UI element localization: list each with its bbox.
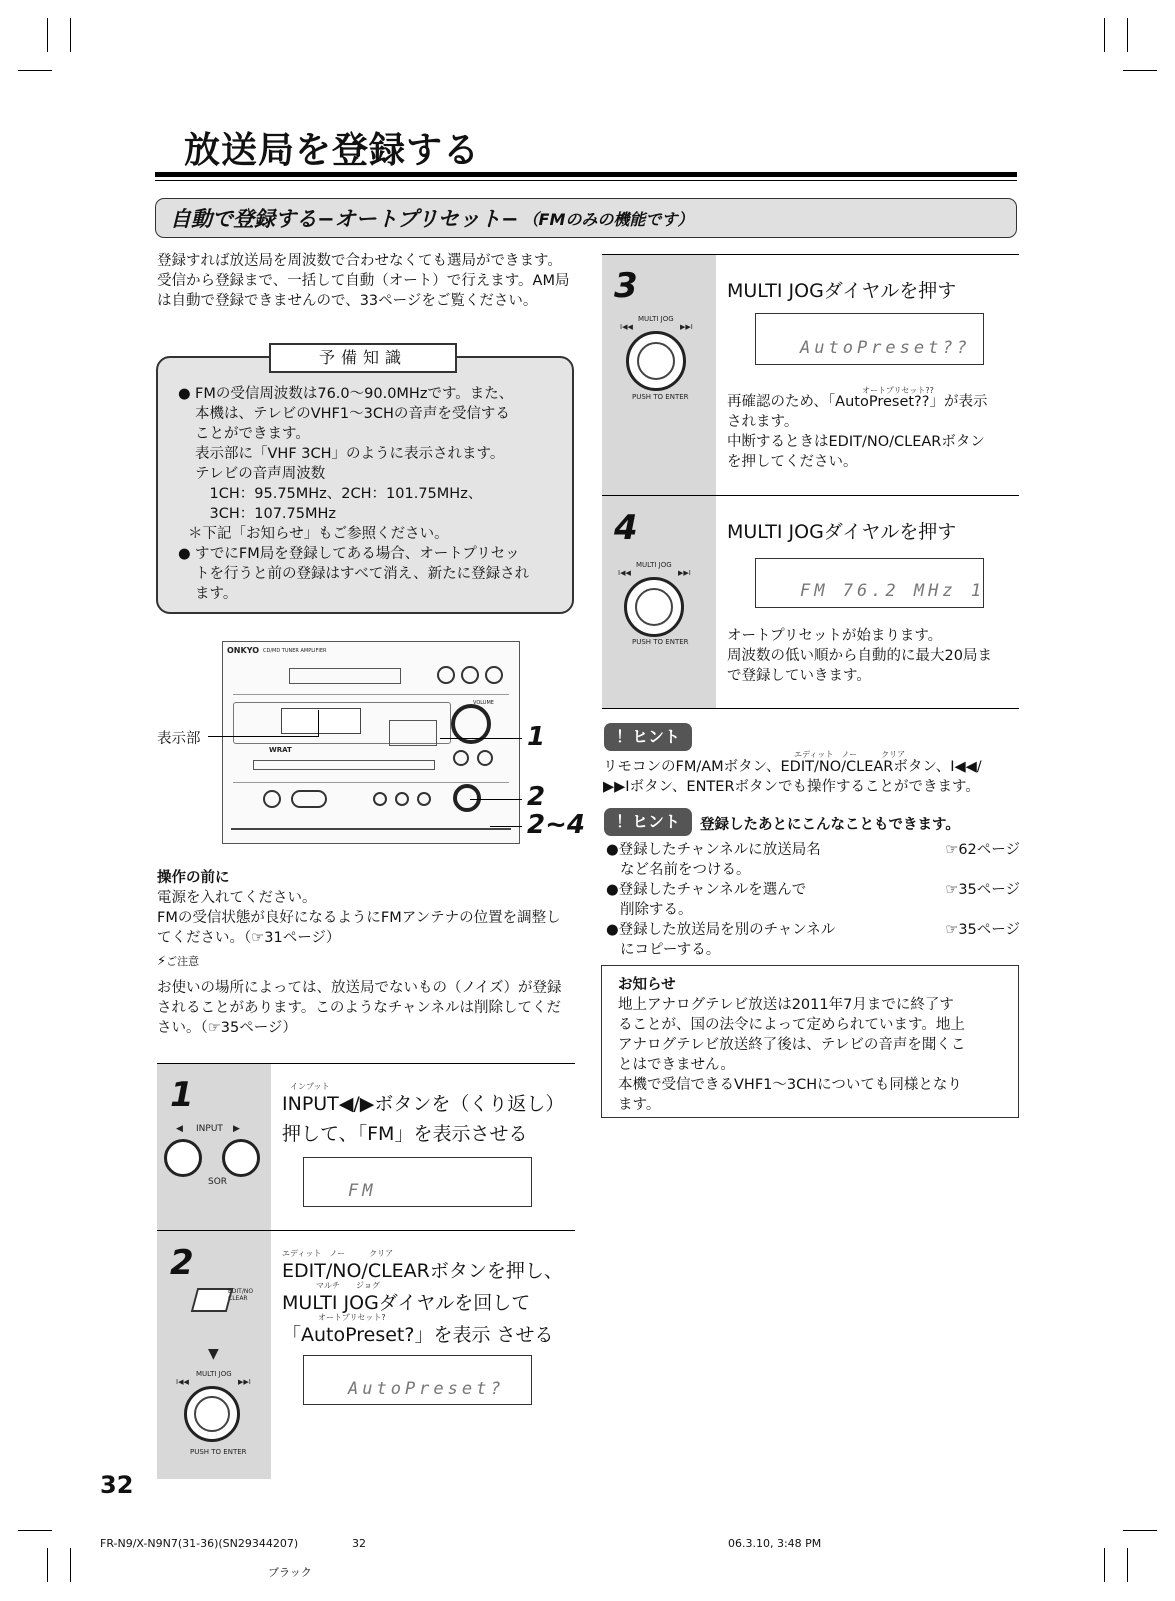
step-3-lcd: AutoPreset?? — [755, 313, 984, 365]
multi-jog-dial-inner — [635, 588, 673, 626]
section-heading-main: 自動で登録する−オートプリセット− — [170, 207, 519, 231]
title-rule-thin — [155, 180, 1017, 181]
step-3-line: されます。 — [727, 414, 799, 430]
input-right-button — [222, 1139, 260, 1177]
hint-badge: ！ヒント — [604, 723, 692, 751]
hint-2-item: など名前をつける。 — [620, 862, 751, 878]
bullet-icon: ● — [178, 546, 191, 562]
section-heading-note: （FMのみの機能です） — [522, 209, 694, 229]
step-rule — [602, 708, 1019, 709]
function-button — [417, 792, 431, 806]
step-3-line: 再確認のため、「AutoPreset??」が表示 — [727, 394, 988, 410]
left-arrow-icon: ◀ — [176, 1124, 183, 1134]
callout-2: 2 — [527, 782, 546, 812]
crop-mark — [47, 1548, 48, 1582]
dial-label: MULTI JOG — [196, 1370, 232, 1378]
device-base — [231, 828, 511, 840]
cd-button — [453, 750, 469, 766]
step-1-heading: INPUT◀/▶ボタンを（くり返し） — [282, 1093, 565, 1115]
footer-datetime: 06.3.10, 3:48 PM — [728, 1537, 822, 1550]
prereq-line: すでにFM局を登録してある場合、オートプリセッ — [195, 546, 520, 562]
next-icon: ▶▶I — [680, 323, 693, 331]
prereq-line: 表示部に「VHF 3CH」のように表示されます。 — [195, 446, 505, 462]
prereq-line: 3CH：107.75MHz — [195, 506, 337, 522]
prereq-line: トを行うと前の登録はすべて消え、新たに登録され — [195, 566, 530, 582]
list-item — [606, 840, 1020, 880]
crop-mark — [1104, 18, 1105, 52]
cd-button — [477, 750, 493, 766]
step-2-heading: MULTI JOGダイヤルを回して — [282, 1292, 531, 1314]
prereq-line: 本機は、テレビのVHF1〜3CHの音声を受信する — [195, 406, 510, 422]
step-3-number: 3 — [614, 266, 638, 306]
right-arrow-icon: ▶ — [233, 1124, 240, 1134]
md-button — [437, 666, 455, 684]
step-3-ruby: オートプリセット?? — [862, 386, 934, 395]
prereq-line: テレビの音声周波数 — [195, 466, 326, 482]
input-panel-label: INPUT — [196, 1124, 223, 1134]
crop-mark — [18, 1530, 52, 1531]
prereq-line: ことができます。 — [195, 426, 310, 442]
prereq-list — [178, 384, 563, 604]
push-label: PUSH TO ENTER — [190, 1448, 247, 1456]
step-3-heading: MULTI JOGダイヤルを押す — [727, 280, 957, 302]
step-2-heading: 「AutoPreset?」を表示 させる — [282, 1324, 554, 1346]
wrat-logo: WRAT — [269, 746, 292, 754]
crop-mark — [70, 1548, 71, 1582]
list-item — [178, 384, 563, 524]
md-button — [461, 666, 479, 684]
step-2-ruby: エディット ノー クリア — [282, 1249, 394, 1258]
title-rule — [155, 172, 1017, 177]
page-ref: ☞62ページ — [945, 842, 1020, 858]
step-4-line: で登録していきます。 — [727, 668, 871, 684]
notice-line: 本機で受信できるVHF1〜3CHについても同様となり — [618, 1077, 962, 1093]
bullet-icon: ● — [606, 842, 619, 858]
input-left-button — [164, 1139, 202, 1177]
device-display — [281, 708, 361, 734]
before-text: FMの受信状態が良好になるようにFMアンテナの位置を調整してください。（☞31ページ） — [157, 910, 561, 946]
multi-jog-dial-inner — [637, 342, 675, 380]
page-ref: ☞35ページ — [945, 882, 1020, 898]
next-icon: ▶▶I — [678, 569, 691, 577]
md-slot — [289, 668, 401, 684]
step-2-heading: EDIT/NO/CLEARボタンを押し、 — [282, 1260, 563, 1282]
footer-file: FR-N9/X-N9N7(31-36)(SN29344207) — [100, 1537, 299, 1550]
step-1-ruby: インプット — [290, 1082, 330, 1091]
caution-text: お使いの場所によっては、放送局でないもの（ノイズ）が登録されることがあります。このようなチャンネルは削除してください。（☞35ページ） — [157, 980, 562, 1036]
callout-2-4: 2~4 — [527, 810, 585, 840]
before-text: 電源を入れてください。 — [157, 890, 317, 906]
step-3-line: を押してください。 — [727, 454, 858, 470]
before-heading: 操作の前に — [157, 870, 230, 886]
leader-line — [470, 799, 522, 800]
tuner-buttons — [389, 720, 437, 746]
hint-2-item: 登録したチャンネルを選んで — [618, 882, 807, 898]
notice-line: ます。 — [618, 1097, 661, 1113]
hint-2-item: 削除する。 — [620, 902, 693, 918]
notice-line: アナログテレビ放送終了後は、テレビの音声を聞くこ — [618, 1037, 966, 1053]
step-4-number: 4 — [614, 508, 638, 548]
leader-line — [440, 738, 522, 739]
step-2-ruby: マルチ ジョグ — [316, 1281, 380, 1290]
step-4-heading: MULTI JOGダイヤルを押す — [727, 521, 957, 543]
prev-icon: I◀◀ — [618, 569, 631, 577]
step-2-ruby: オートプリセット? — [318, 1313, 386, 1322]
function-button — [395, 792, 409, 806]
panel-extra-label: SOR — [208, 1177, 228, 1187]
edit-button — [191, 1288, 233, 1312]
crop-mark — [1104, 1548, 1105, 1582]
crop-mark — [1123, 1530, 1157, 1531]
prev-icon: I◀◀ — [176, 1378, 189, 1386]
hint-badge: ！ヒント — [604, 808, 692, 836]
hint-2-item: にコピーする。 — [620, 942, 721, 958]
bullet-icon: ● — [606, 922, 619, 938]
notice-box — [601, 965, 1019, 1118]
list-item — [178, 544, 563, 604]
prereq-line: ます。 — [195, 586, 238, 602]
before-section — [157, 868, 575, 1038]
step-4-description — [727, 626, 1019, 686]
next-icon: ▶▶I — [238, 1378, 251, 1386]
hint-2-title: 登録したあとにこんなこともできます。 — [700, 817, 960, 833]
caution-icon: ⚡ — [157, 954, 167, 969]
section-heading — [155, 198, 1017, 238]
prev-icon: I◀◀ — [620, 323, 633, 331]
step-2-number: 2 — [170, 1243, 194, 1283]
hint-2-item: 登録したチャンネルに放送局名 — [618, 842, 821, 858]
bullet-icon: ● — [178, 386, 191, 402]
page-ref: ☞35ページ — [945, 922, 1020, 938]
prereq-line: FMの受信周波数は76.0〜90.0MHzです。また、 — [195, 386, 514, 402]
hint-2-list — [606, 840, 1020, 960]
list-item — [606, 880, 1020, 920]
line-in-jack — [291, 790, 327, 808]
intro-text: 登録すれば放送局を周波数で合わせなくても選局ができます。受信から登録まで、一括して自動（オート）で行えます。AM局は自動で登録できませんので、33ページをご覧ください。 — [157, 253, 570, 309]
prereq-label: 予備知識 — [269, 343, 457, 373]
step-4-line: オートプリセットが始まります。 — [727, 628, 943, 644]
step-1-heading: 押して、「FM」を表示させる — [282, 1123, 528, 1145]
multi-jog-knob — [453, 784, 481, 812]
function-button — [373, 792, 387, 806]
notice-line: ることが、国の法令によって定められています。地上 — [618, 1017, 965, 1033]
callout-1: 1 — [527, 722, 546, 752]
crop-mark — [1123, 70, 1157, 71]
cd-slot — [253, 760, 435, 770]
phones-jack — [263, 790, 281, 808]
step-1-number: 1 — [170, 1075, 194, 1115]
prereq-note: ＊下記「お知らせ」もご参照ください。 — [188, 526, 449, 542]
crop-mark — [47, 18, 48, 52]
notice-content — [618, 975, 1008, 1115]
leader-line — [490, 826, 522, 827]
step-1-lcd: FM — [303, 1157, 532, 1207]
leader-line — [208, 736, 318, 737]
crop-mark — [70, 18, 71, 52]
step-3-description — [727, 392, 1019, 472]
list-item — [606, 920, 1020, 960]
dial-label: MULTI JOG — [636, 561, 672, 569]
page-number: 32 — [100, 1471, 134, 1499]
crop-mark — [1127, 1548, 1128, 1582]
hint-1-line: ▶▶Iボタン、ENTERボタンでも操作することができます。 — [603, 779, 980, 795]
crop-mark — [18, 70, 52, 71]
notice-heading: お知らせ — [618, 977, 676, 993]
push-label: PUSH TO ENTER — [632, 393, 689, 401]
md-button — [485, 666, 503, 684]
device-illustration — [222, 641, 520, 844]
leader-line — [318, 710, 319, 737]
hint-2-item: 登録した放送局を別のチャンネル — [618, 922, 836, 938]
crop-mark — [1127, 18, 1128, 52]
hint-1-line: リモコンのFM/AMボタン、EDIT/NO/CLEARボタン、I◀◀/ — [603, 759, 982, 775]
caution-label: ご注意 — [166, 955, 200, 968]
notice-line: とはできません。 — [618, 1057, 735, 1073]
footer-page: 32 — [352, 1537, 366, 1550]
hint-1-text — [603, 757, 1021, 797]
volume-label: VOLUME — [473, 700, 494, 706]
caution-mark — [157, 952, 575, 972]
bullet-icon: ● — [606, 882, 619, 898]
prereq-line: 1CH：95.75MHz、2CH：101.75MHz、 — [195, 486, 483, 502]
device-model: CD/MD TUNER AMPLIFIER — [263, 648, 327, 654]
footer-color: ブラック — [268, 1566, 312, 1579]
multi-jog-dial-inner — [194, 1396, 230, 1432]
edit-button-label: EDIT/NO CLEAR — [228, 1288, 254, 1302]
step-4-line: 周波数の低い順から自動的に最大20局ま — [727, 648, 992, 664]
down-arrow-icon: ▼ — [208, 1346, 219, 1362]
page-title: 放送局を登録する — [184, 130, 481, 171]
device-brand: ONKYO — [227, 646, 260, 655]
notice-line: 地上アナログテレビ放送は2011年7月までに終了す — [618, 997, 954, 1013]
dial-label: MULTI JOG — [638, 315, 674, 323]
step-2-lcd: AutoPreset? — [303, 1355, 532, 1405]
push-label: PUSH TO ENTER — [632, 638, 689, 646]
step-4-lcd: FM 76.2 MHz 1 — [755, 558, 984, 608]
step-3-line: 中断するときはEDIT/NO/CLEARボタン — [727, 434, 985, 450]
display-label: 表示部 — [157, 731, 201, 747]
hint-1-ruby: エディット ノー クリア — [794, 750, 906, 759]
